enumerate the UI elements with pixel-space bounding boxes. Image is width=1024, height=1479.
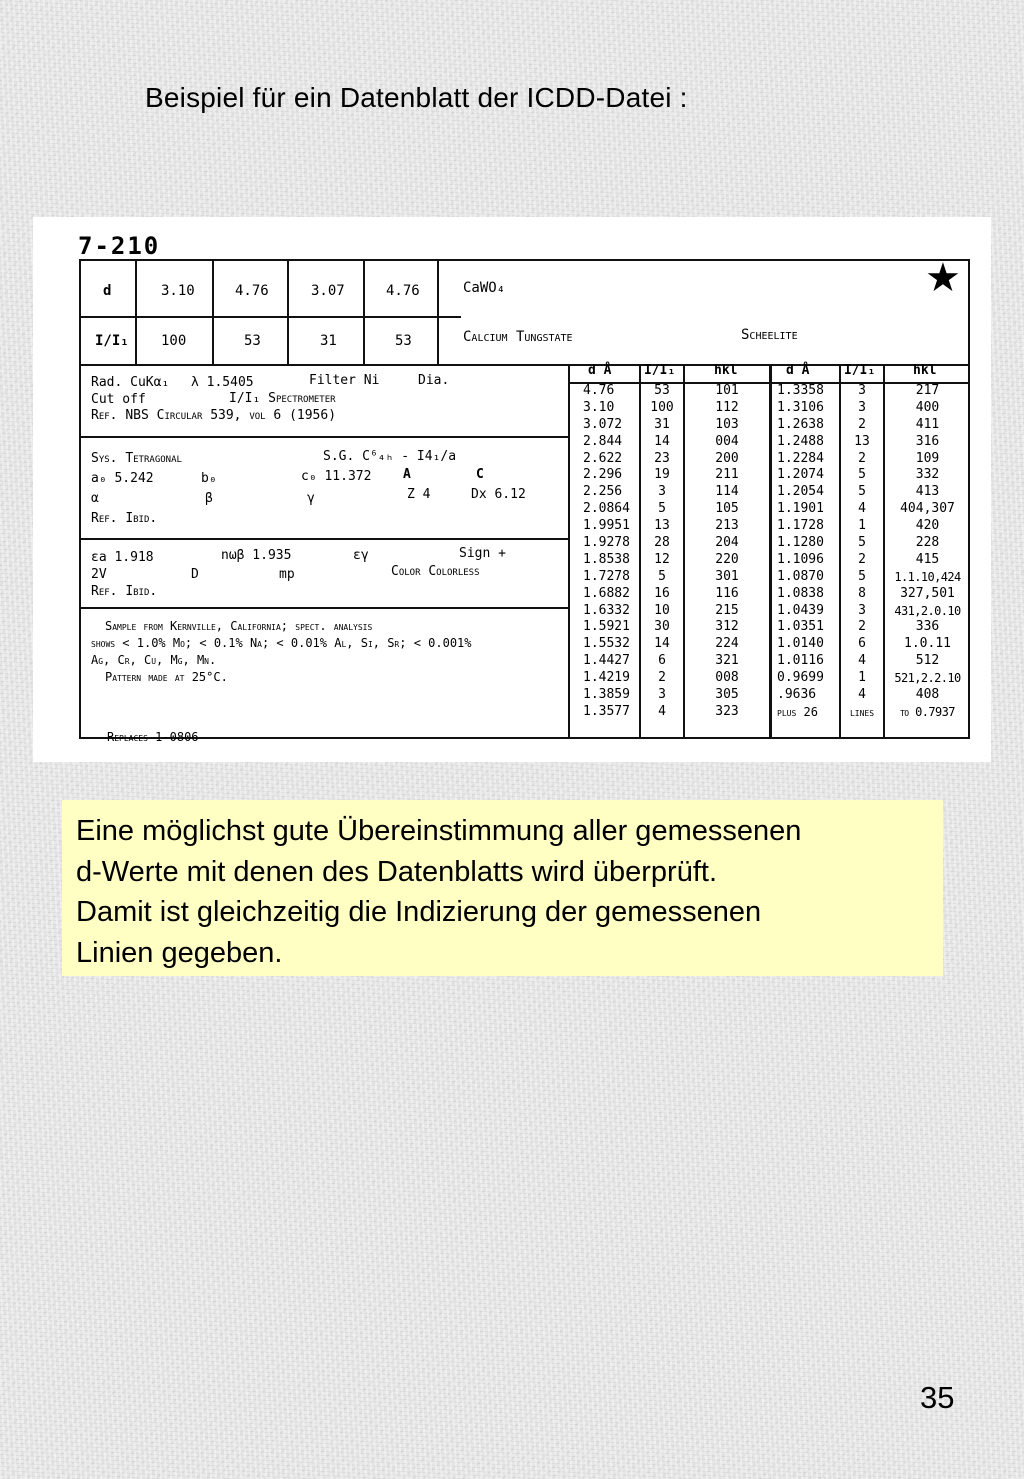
melting-point: mp — [279, 567, 295, 582]
angle-alpha: α — [91, 491, 99, 506]
lines_right-d-cell: 1.3358 — [777, 383, 824, 398]
lines_left-i-cell: 3 — [658, 687, 666, 703]
header-i-value-2: 53 — [244, 333, 261, 349]
lines_left-d-cell: 2.296 — [583, 467, 623, 483]
lines_right-hkl-cell: 521,2.2.10 — [894, 671, 961, 686]
replaces-note: Replaces 1-0806 — [107, 730, 199, 744]
lines_right-hkl-cell: 404,307 — [900, 501, 955, 517]
header-i-value-4: 53 — [395, 333, 412, 349]
lines_right-i-cell: 3 — [858, 602, 866, 618]
lines_left-i-cell: 14 — [654, 433, 670, 449]
lines_right-d-cell: 1.0870 — [777, 568, 824, 584]
lines_left-hkl-cell: 215 — [715, 602, 739, 618]
lines_right-hkl-cell: 316 — [915, 433, 940, 449]
lines_right-i-cell: 4 — [858, 501, 866, 517]
wavelength: λ 1.5405 — [191, 375, 254, 390]
header-i-value-1: 100 — [161, 333, 187, 349]
table-header-hkl-left: hkl — [714, 363, 738, 378]
lines_left-hkl-cell: 204 — [715, 535, 739, 551]
lines_left-i-cell: 53 — [654, 383, 670, 398]
axial-ratio-a: A — [403, 467, 411, 482]
lines_right-d-cell: 1.1901 — [777, 501, 824, 517]
left-right-divider — [568, 364, 570, 739]
crystal-reference: Ref. Ibid. — [91, 511, 158, 526]
lines_left-i-cell: 3 — [658, 484, 666, 500]
lines_left-d-cell: 1.5921 — [583, 619, 630, 635]
lines_left-d-cell: 1.4219 — [583, 670, 630, 686]
lines_left-d-cell: 3.10 — [583, 399, 615, 415]
lines_right-d-cell: 1.0351 — [777, 619, 824, 635]
lines_left-d-cell: 2.844 — [583, 433, 623, 449]
header-col-line-5 — [437, 261, 439, 364]
d-column-right — [777, 383, 839, 721]
compound-name: Calcium Tungstate — [463, 329, 573, 345]
diameter: Dia. — [418, 373, 450, 388]
lines_right-d-cell: 1.3106 — [777, 399, 824, 415]
hkl-column-left — [685, 383, 769, 721]
space-group: S.G. C⁶₄ₕ - I4₁/a — [323, 449, 457, 464]
lines_right-hkl-cell: 109 — [915, 450, 940, 466]
refractive-ea: εa 1.918 — [91, 550, 154, 565]
note-line: d-Werte mit denen des Datenblatts wird überprüft. — [76, 855, 718, 888]
lines_right-hkl-cell: 327,501 — [900, 585, 955, 601]
lines_left-d-cell: 1.3859 — [583, 687, 630, 703]
comment-line-2: shows < 1.0% Mo; < 0.1% Na; < 0.01% Al, Si, Sr; < 0.001% — [91, 636, 472, 650]
lines_left-d-cell: 1.9951 — [583, 518, 630, 534]
lines_left-hkl-cell: 321 — [715, 653, 739, 669]
lines_right-d-cell: 1.0116 — [777, 653, 824, 669]
z-value: Z 4 — [407, 487, 431, 502]
crystal-system: Sys. Tetragonal — [91, 451, 182, 466]
optic-angle-2v: 2V — [91, 567, 107, 582]
lines_right-hkl-cell: 413 — [915, 484, 940, 500]
lines_left-d-cell: 1.4427 — [583, 653, 630, 669]
note-line: Eine möglichst gute Übereinstimmung aller gemessenen — [76, 815, 802, 847]
lines_left-hkl-cell: 301 — [715, 568, 739, 584]
lines_right-i-cell: 13 — [854, 433, 870, 449]
lines_right-d-cell: plus 26 — [777, 704, 818, 719]
section-line-1 — [81, 436, 568, 438]
lines_left-i-cell: 28 — [654, 535, 670, 551]
lines_right-hkl-cell: to 0.7937 — [900, 704, 955, 719]
table-header-hkl-right: hkl — [913, 363, 937, 378]
lattice-b0: b₀ — [201, 471, 217, 486]
lines_left-d-cell: 3.072 — [583, 416, 623, 432]
lines_left-i-cell: 12 — [654, 551, 670, 567]
header-d-label: d — [103, 283, 112, 299]
lines_left-i-cell: 2 — [658, 670, 666, 686]
comment-line-3: Ag, Cr, Cu, Mg, Mn. — [91, 653, 217, 667]
lines_left-i-cell: 6 — [658, 653, 666, 669]
color: Color Colorless — [391, 564, 480, 579]
lines_left-hkl-cell: 213 — [715, 518, 739, 534]
lines_left-i-cell: 19 — [654, 467, 670, 483]
table-header-d-left: d Å — [588, 363, 612, 378]
lines_left-d-cell: 2.0864 — [583, 501, 630, 517]
lines_left-d-cell: 1.9278 — [583, 535, 630, 551]
table-header-i-left: I/I₁ — [644, 363, 676, 378]
lines_left-hkl-cell: 312 — [715, 619, 739, 635]
lines_right-d-cell: 1.2488 — [777, 433, 824, 449]
lines_left-i-cell: 14 — [654, 636, 670, 652]
lines_left-d-cell: 1.6332 — [583, 602, 630, 618]
lines_left-d-cell: 1.7278 — [583, 568, 630, 584]
lines_left-i-cell: 31 — [654, 416, 670, 432]
header-d-value-2: 4.76 — [235, 283, 269, 299]
lines_left-i-cell: 30 — [654, 619, 670, 635]
lines_left-hkl-cell: 112 — [715, 399, 739, 415]
quality-star-icon: ★ — [925, 255, 961, 301]
density-dx: Dx 6.12 — [471, 487, 526, 502]
lines_right-i-cell: 2 — [858, 416, 866, 432]
lines_right-i-cell: 3 — [858, 383, 866, 398]
lines_right-i-cell: 2 — [858, 551, 866, 567]
lines_right-hkl-cell: 408 — [915, 687, 940, 703]
header-d-value-1: 3.10 — [161, 283, 195, 299]
lines_right-d-cell: 1.0140 — [777, 636, 824, 652]
section-line-3 — [81, 607, 568, 609]
lines_left-hkl-cell: 220 — [715, 551, 739, 567]
note-line: Linien gegeben. — [76, 936, 283, 969]
header-d-value-3: 3.07 — [311, 283, 345, 299]
filter: Filter Ni — [309, 373, 380, 388]
lines_right-hkl-cell: 228 — [915, 535, 940, 551]
lines_right-hkl-cell: 420 — [915, 518, 940, 534]
comment-line-1: Sample from Kernville, California; spect. analysis — [105, 619, 373, 633]
card-number: 7-210 — [78, 232, 161, 260]
axial-ratio-c: C — [476, 467, 484, 482]
lines_right-d-cell: .9636 — [777, 687, 817, 703]
comment-line-4: Pattern made at 25°C. — [105, 670, 228, 684]
lines_left-hkl-cell: 103 — [715, 416, 739, 432]
lines_right-i-cell: 5 — [858, 568, 866, 584]
lines_right-hkl-cell: 415 — [915, 551, 940, 567]
lines_left-d-cell: 2.256 — [583, 484, 623, 500]
lines_right-i-cell: lines — [849, 704, 875, 719]
lines_right-i-cell: 6 — [858, 636, 866, 652]
refractive-ey: εγ — [353, 548, 369, 563]
table-header-i-right: I/I₁ — [844, 363, 876, 378]
lines_right-d-cell: 1.2074 — [777, 467, 824, 483]
lines_left-hkl-cell: 116 — [715, 585, 739, 601]
lines_left-i-cell: 10 — [654, 602, 670, 618]
lines_left-d-cell: 2.622 — [583, 450, 623, 466]
lines_right-d-cell: 1.1280 — [777, 535, 824, 551]
lines_left-hkl-cell: 004 — [715, 433, 739, 449]
lines_right-i-cell: 5 — [858, 484, 866, 500]
lines_left-hkl-cell: 224 — [715, 636, 739, 652]
lines_right-hkl-cell: 400 — [915, 399, 940, 415]
table-mid-line — [769, 364, 772, 739]
lines_right-d-cell: 1.1728 — [777, 518, 824, 534]
lines_right-hkl-cell: 512 — [915, 653, 940, 669]
lines_left-hkl-cell: 323 — [715, 703, 739, 719]
measurement-method: I/I₁ Spectrometer — [229, 391, 336, 406]
cutoff: Cut off — [91, 392, 146, 407]
note-line: Damit ist gleichzeitig die Indizierung der gemessenen — [76, 896, 762, 928]
mineral-name: Scheelite — [741, 327, 798, 343]
lines_right-i-cell: 4 — [858, 653, 866, 669]
lines_left-hkl-cell: 200 — [715, 450, 739, 466]
lattice-c0: c₀ 11.372 — [301, 469, 372, 484]
lines_left-hkl-cell: 211 — [715, 467, 739, 483]
chemical-formula: CaWO₄ — [463, 280, 506, 296]
optical-sign: Sign + — [459, 546, 506, 561]
header-d-value-4: 4.76 — [386, 283, 420, 299]
lines_right-i-cell: 5 — [858, 535, 866, 551]
lines_right-i-cell: 1 — [858, 670, 866, 686]
lines_left-i-cell: 23 — [654, 450, 670, 466]
lines_left-i-cell: 5 — [658, 501, 666, 517]
header-divider — [81, 316, 461, 318]
intensity-column-right — [841, 383, 883, 721]
lines_left-i-cell: 13 — [654, 518, 670, 534]
table-header-d-right: d Å — [786, 363, 810, 378]
optical-reference: Ref. Ibid. — [91, 584, 158, 599]
section-line-2 — [81, 538, 568, 540]
lines_right-hkl-cell: 411 — [915, 416, 940, 432]
lines_left-d-cell: 1.8538 — [583, 551, 630, 567]
lines_left-i-cell: 4 — [658, 703, 666, 719]
angle-gamma: γ — [307, 491, 315, 506]
lines_left-hkl-cell: 105 — [715, 501, 739, 517]
lines_right-i-cell: 5 — [858, 467, 866, 483]
lines_right-d-cell: 1.0439 — [777, 602, 824, 618]
page-number: 35 — [920, 1380, 955, 1415]
lines_left-d-cell: 1.5532 — [583, 636, 630, 652]
radiation-reference: Ref. NBS Circular 539, vol 6 (1956) — [91, 408, 337, 423]
lines_left-d-cell: 1.6882 — [583, 585, 630, 601]
explanation-note — [62, 800, 943, 976]
lines_left-hkl-cell: 008 — [715, 670, 739, 686]
intensity-column-left — [641, 383, 683, 721]
lines_right-i-cell: 4 — [858, 687, 866, 703]
lines_right-hkl-cell: 431,2.0.10 — [894, 603, 961, 618]
lines_right-d-cell: 1.1096 — [777, 551, 824, 567]
header-col-line-3 — [287, 261, 289, 364]
lines_right-i-cell: 3 — [858, 399, 866, 415]
lines_left-hkl-cell: 114 — [715, 484, 739, 500]
header-col-line-4 — [363, 261, 365, 364]
lines_left-hkl-cell: 305 — [715, 687, 739, 703]
lines_left-i-cell: 100 — [650, 399, 674, 415]
lines_left-hkl-cell: 101 — [715, 383, 739, 398]
header-i-value-3: 31 — [320, 333, 337, 349]
header-col-line-1 — [135, 261, 137, 364]
header-i-label: I/I₁ — [95, 333, 129, 349]
header-bottom-line — [81, 364, 970, 366]
lines_right-d-cell: 1.0838 — [777, 585, 824, 601]
lattice-a0: a₀ 5.242 — [91, 471, 154, 486]
lines_right-d-cell: 1.2638 — [777, 416, 824, 432]
lines_right-hkl-cell: 217 — [915, 383, 940, 398]
d-column-left — [583, 383, 639, 721]
lines_right-hkl-cell: 336 — [915, 619, 940, 635]
lines_right-d-cell: 1.2054 — [777, 484, 824, 500]
density-d: D — [191, 567, 199, 582]
lines_left-d-cell: 1.3577 — [583, 703, 630, 719]
lines_left-i-cell: 5 — [658, 568, 666, 584]
icdd-data-card — [79, 255, 970, 744]
header-col-line-2 — [212, 261, 214, 364]
refractive-nwb: nωβ 1.935 — [221, 548, 292, 563]
lines_left-i-cell: 16 — [654, 585, 670, 601]
lines_right-i-cell: 2 — [858, 450, 866, 466]
angle-beta: β — [205, 491, 213, 506]
radiation-info: Rad. CuKα₁ — [91, 375, 170, 390]
lines_right-hkl-cell: 1.1.10,424 — [894, 569, 961, 584]
lines_right-i-cell: 8 — [858, 585, 866, 601]
lines_right-i-cell: 1 — [858, 518, 866, 534]
lines_right-d-cell: 0.9699 — [777, 670, 824, 686]
lines_right-i-cell: 2 — [858, 619, 866, 635]
hkl-column-right — [885, 383, 970, 721]
lines_right-hkl-cell: 332 — [915, 467, 940, 483]
lines_right-hkl-cell: 1.0.11 — [904, 636, 951, 652]
lines_right-d-cell: 1.2284 — [777, 450, 824, 466]
lines_left-d-cell: 4.76 — [583, 383, 615, 398]
slide-title: Beispiel für ein Datenblatt der ICDD-Datei : — [145, 82, 688, 113]
